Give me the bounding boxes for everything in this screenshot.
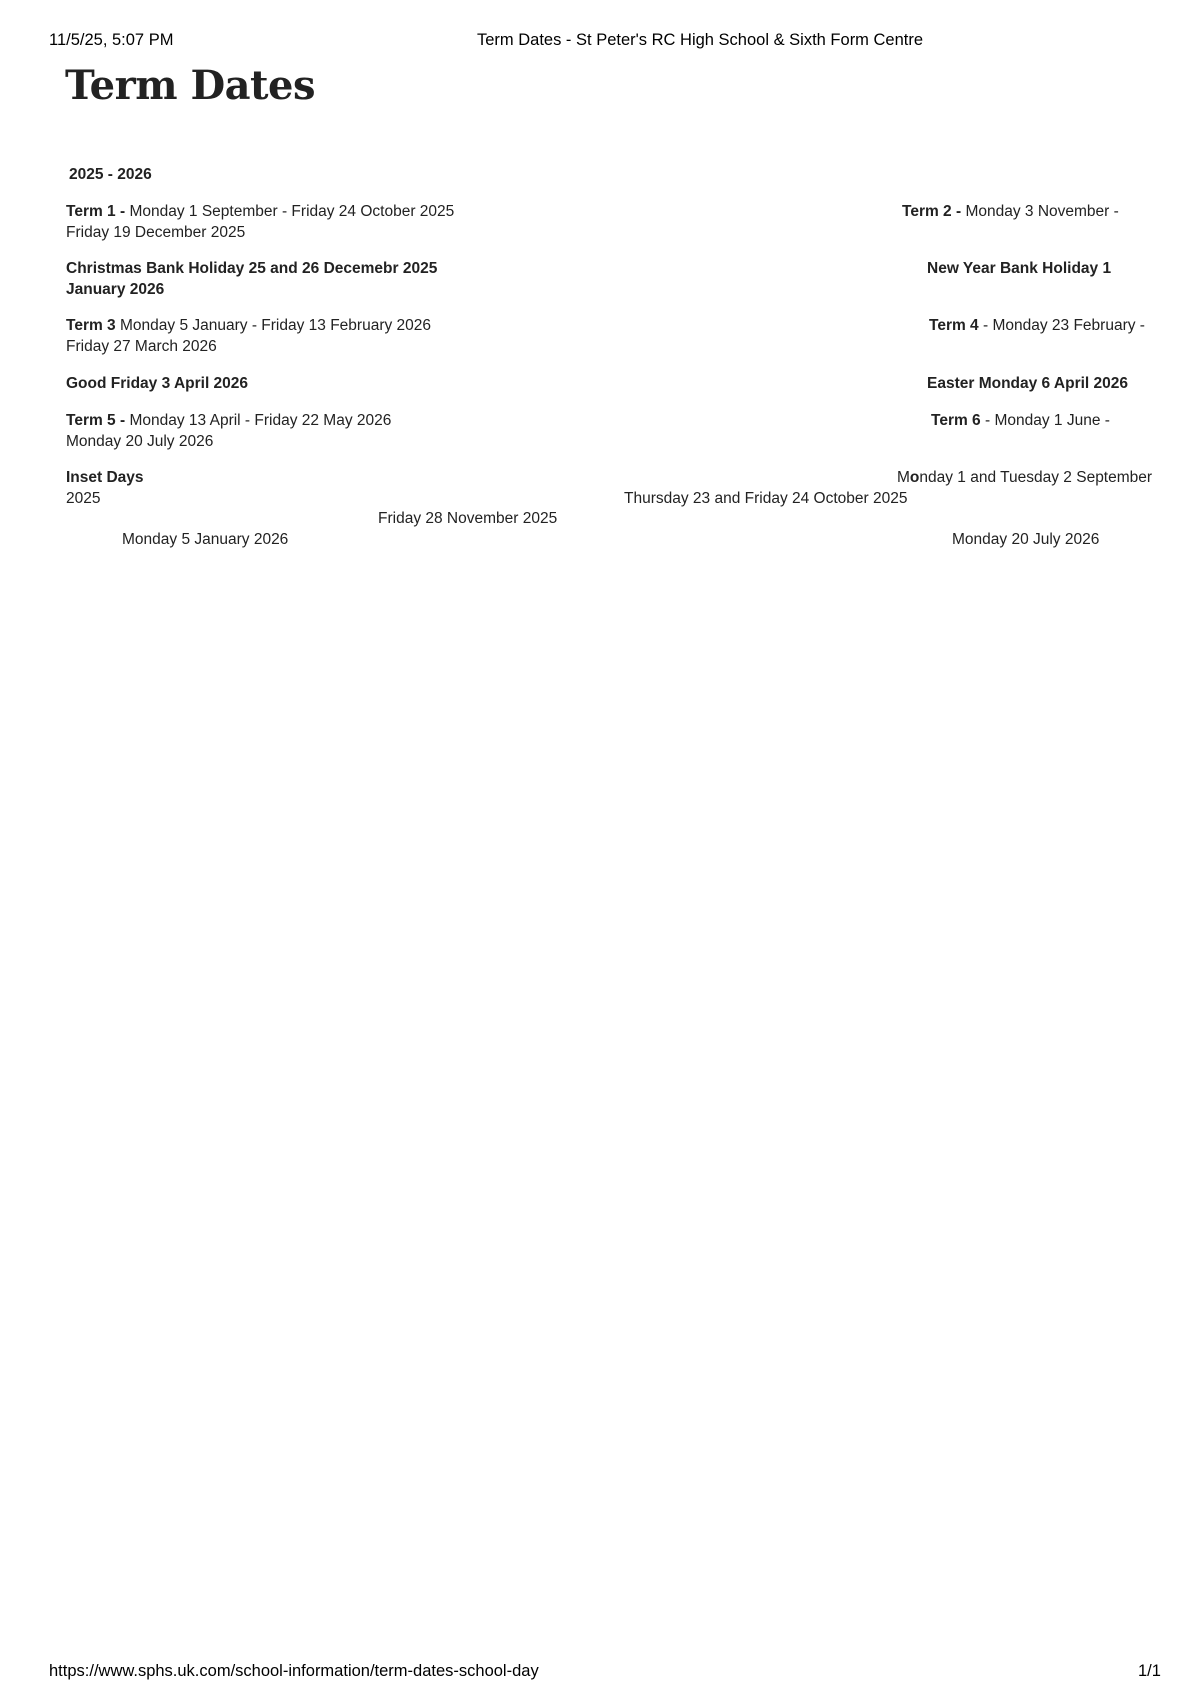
term-1-entry [66, 202, 454, 222]
easter-monday: Easter Monday 6 April 2026 [927, 375, 1129, 392]
inset-day-5: Monday 20 July 2026 [952, 531, 1100, 548]
term-6-dates-cont: Monday 20 July 2026 [66, 433, 214, 450]
term-3-label: Term 3 [66, 317, 116, 334]
term-2-label: Term 2 - [902, 203, 962, 220]
term-3-dates: Monday 5 January - Friday 13 February 2026 [115, 317, 432, 334]
inset-day-3: Friday 28 November 2025 [378, 510, 558, 527]
new-year-bank-holiday-cont: January 2026 [66, 281, 165, 298]
term-6-label: Term 6 [931, 412, 981, 429]
term-6-entry [931, 411, 1110, 431]
term-5-dates: Monday 13 April - Friday 22 May 2026 [125, 412, 392, 429]
term-2-dates-cont: Friday 19 December 2025 [66, 224, 246, 241]
inset-day-1-part1: M [897, 469, 910, 486]
term-4-dates-cont: Friday 27 March 2026 [66, 338, 217, 355]
year-heading: 2025 - 2026 [69, 166, 152, 183]
term-4-dates: - Monday 23 February - [978, 317, 1145, 334]
inset-day-1-cont: 2025 [66, 490, 101, 507]
term-5-entry [66, 411, 391, 431]
page-title: Term Dates [65, 62, 315, 109]
inset-day-1 [897, 468, 1152, 488]
good-friday: Good Friday 3 April 2026 [66, 375, 249, 392]
term-1-dates: Monday 1 September - Friday 24 October 2025 [125, 203, 455, 220]
inset-days-label: Inset Days [66, 469, 144, 486]
print-datetime: 11/5/25, 5:07 PM [49, 31, 174, 49]
inset-day-2: Thursday 23 and Friday 24 October 2025 [624, 490, 908, 507]
inset-day-1-part2: nday 1 and Tuesday 2 September [919, 469, 1153, 486]
term-5-label: Term 5 - [66, 412, 126, 429]
print-page-title: Term Dates - St Peter's RC High School & Sixth Form Centre [477, 31, 924, 49]
term-2-entry [902, 202, 1119, 222]
new-year-bank-holiday: New Year Bank Holiday 1 [927, 260, 1112, 277]
term-3-entry [66, 316, 431, 336]
term-6-dates: - Monday 1 June - [980, 412, 1110, 429]
print-url: https://www.sphs.uk.com/school-information/term-dates-school-day [49, 1662, 539, 1680]
term-4-label: Term 4 [929, 317, 979, 334]
print-page-number: 1/1 [1138, 1662, 1161, 1680]
inset-day-4: Monday 5 January 2026 [122, 531, 289, 548]
inset-day-1-bold: o [909, 469, 920, 486]
term-2-dates: Monday 3 November - [961, 203, 1119, 220]
christmas-bank-holiday: Christmas Bank Holiday 25 and 26 Decemebr 2025 [66, 260, 438, 277]
term-4-entry [929, 316, 1145, 336]
term-1-label: Term 1 - [66, 203, 126, 220]
